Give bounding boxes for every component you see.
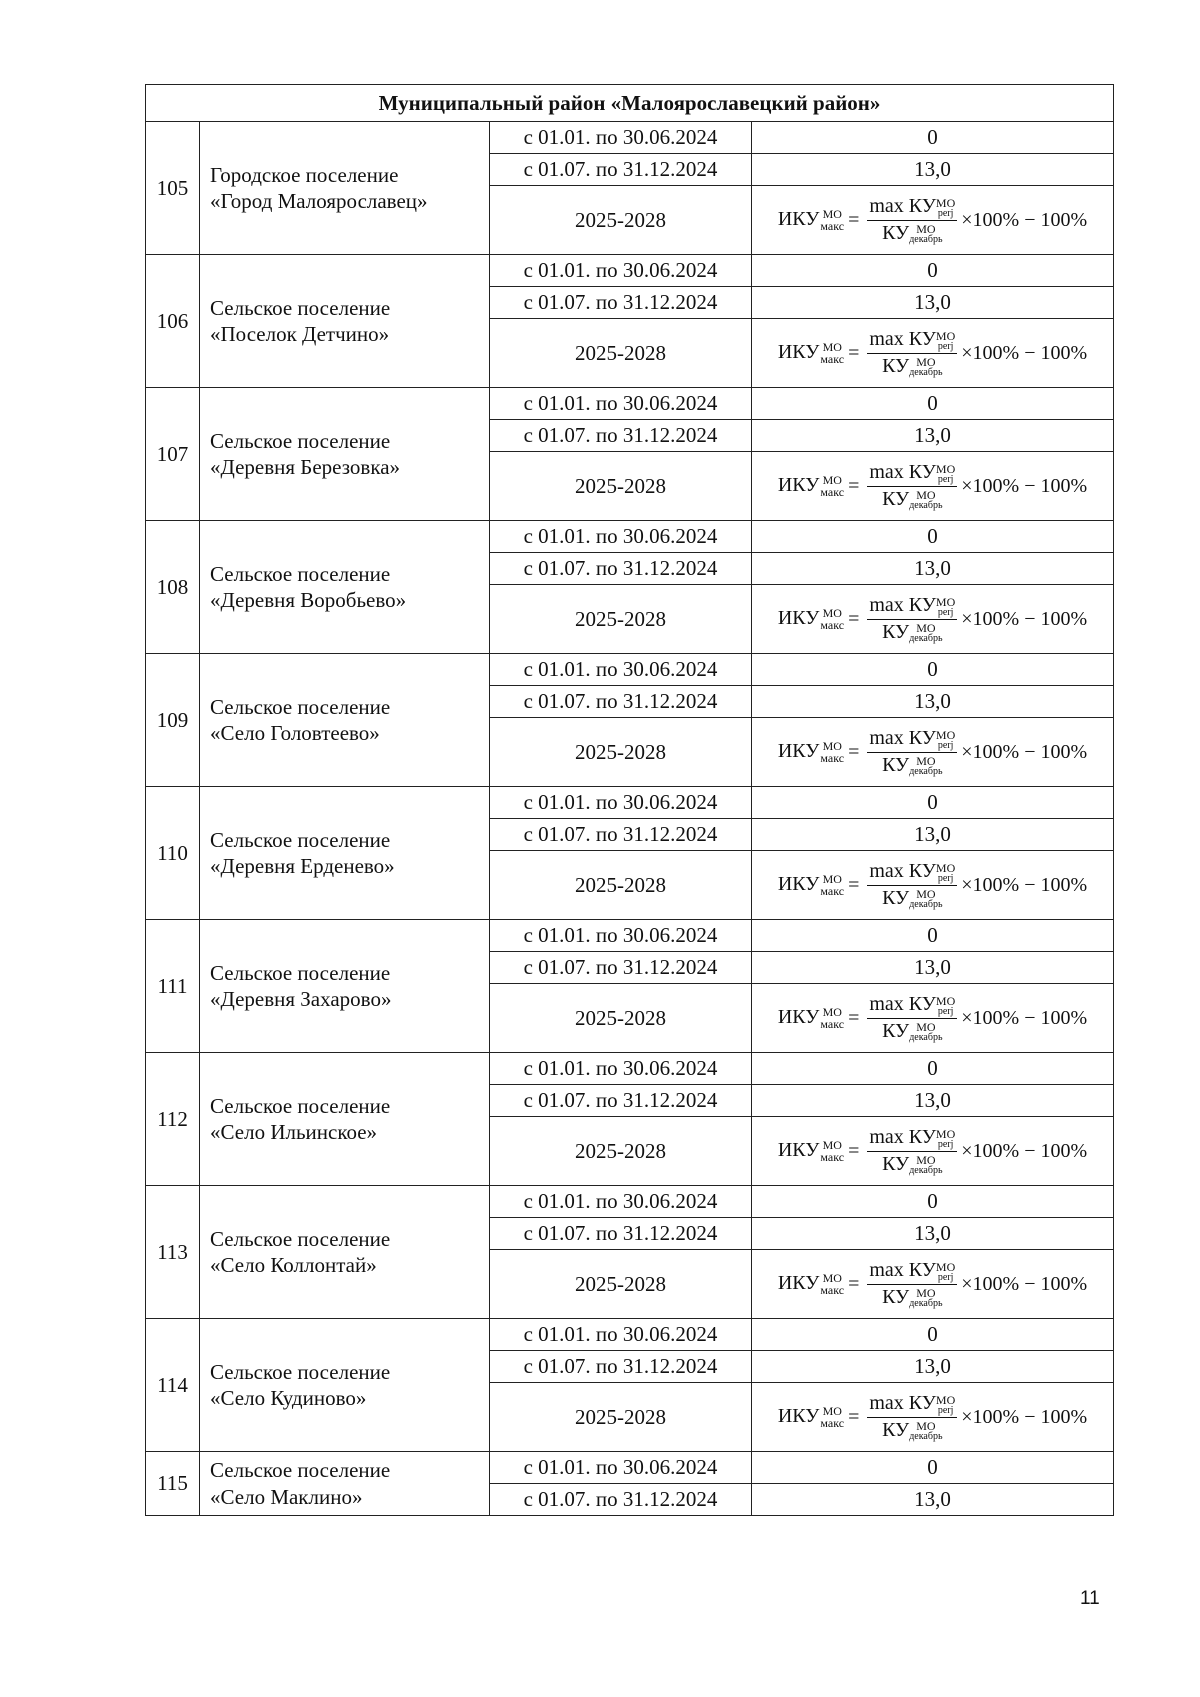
- formula-lhs: ИКУ МО макс: [777, 473, 845, 500]
- period-cell: 2025-2028: [490, 1117, 752, 1186]
- period-cell: 2025-2028: [490, 984, 752, 1053]
- row-number: 107: [146, 388, 200, 521]
- formula-lhs: ИКУ МО макс: [777, 1271, 845, 1298]
- period-cell: с 01.01. по 30.06.2024: [490, 920, 752, 952]
- period-cell: с 01.07. по 31.12.2024: [490, 1218, 752, 1250]
- value-cell: 0: [752, 920, 1114, 952]
- row-number: 106: [146, 255, 200, 388]
- formula-fraction: max КУ МО perj КУ МО декабрь: [869, 1126, 956, 1176]
- formula: ИКУ МО макс = max КУ МО perj КУ МО декабрь ×100% − 100%: [777, 195, 1088, 245]
- settlement-name-cell: [200, 1186, 490, 1319]
- settlement-name: «Село Маклино»: [210, 1484, 363, 1509]
- period-cell: 2025-2028: [490, 851, 752, 920]
- period-cell: 2025-2028: [490, 186, 752, 255]
- settlement-name-cell: [200, 1452, 490, 1516]
- settlement-name: «Село Головтеево»: [210, 721, 380, 745]
- formula-cell: [752, 1250, 1114, 1319]
- value-cell: 0: [752, 654, 1114, 686]
- settlement-name-cell: [200, 122, 490, 255]
- formula-fraction: max КУ МО perj КУ МО декабрь: [869, 1259, 956, 1309]
- table-row: [146, 1053, 1114, 1085]
- table-row: [146, 654, 1114, 686]
- value-cell: 13,0: [752, 1218, 1114, 1250]
- settlement-name: «Село Коллонтай»: [210, 1253, 377, 1277]
- period-cell: с 01.07. по 31.12.2024: [490, 1484, 752, 1516]
- period-cell: с 01.01. по 30.06.2024: [490, 1452, 752, 1484]
- tariff-table: [145, 84, 1114, 1516]
- period-cell: 2025-2028: [490, 452, 752, 521]
- period-cell: с 01.01. по 30.06.2024: [490, 1319, 752, 1351]
- table-row: [146, 920, 1114, 952]
- settlement-name: «Поселок Детчино»: [210, 322, 390, 346]
- period-cell: 2025-2028: [490, 585, 752, 654]
- period-cell: с 01.07. по 31.12.2024: [490, 686, 752, 718]
- table-row: [146, 1319, 1114, 1351]
- settlement-type: Сельское поселение: [210, 827, 391, 852]
- formula-lhs: ИКУ МО макс: [777, 1005, 845, 1032]
- table-header-row: [146, 85, 1114, 122]
- table-row: [146, 255, 1114, 287]
- row-number: 114: [146, 1319, 200, 1452]
- formula-lhs: ИКУ МО макс: [777, 340, 845, 367]
- formula-fraction: max КУ МО perj КУ МО декабрь: [869, 328, 956, 378]
- formula: ИКУ МО макс = max КУ МО perj КУ МО декабрь ×100% − 100%: [777, 860, 1088, 910]
- settlement-type: Сельское поселение: [210, 1226, 391, 1251]
- settlement-name-cell: [200, 521, 490, 654]
- settlement-name: «Деревня Воробьево»: [210, 588, 407, 612]
- period-cell: с 01.01. по 30.06.2024: [490, 388, 752, 420]
- settlement-type: Сельское поселение: [210, 428, 391, 453]
- value-cell: 13,0: [752, 154, 1114, 186]
- value-cell: 13,0: [752, 1484, 1114, 1516]
- value-cell: 13,0: [752, 420, 1114, 452]
- period-cell: с 01.01. по 30.06.2024: [490, 654, 752, 686]
- row-number: 105: [146, 122, 200, 255]
- period-cell: 2025-2028: [490, 319, 752, 388]
- row-number: 113: [146, 1186, 200, 1319]
- row-number: 110: [146, 787, 200, 920]
- table-row: [146, 122, 1114, 154]
- settlement-name: «Деревня Ерденево»: [210, 854, 395, 878]
- value-cell: 13,0: [752, 952, 1114, 984]
- settlement-name: «Село Кудиново»: [210, 1386, 367, 1410]
- period-cell: с 01.07. по 31.12.2024: [490, 952, 752, 984]
- table-row: [146, 388, 1114, 420]
- settlement-name-cell: [200, 388, 490, 521]
- row-number: 111: [146, 920, 200, 1053]
- row-number: 115: [146, 1452, 200, 1516]
- page-number: 11: [1080, 1588, 1100, 1609]
- value-cell: 13,0: [752, 686, 1114, 718]
- formula: ИКУ МО макс = max КУ МО perj КУ МО декабрь ×100% − 100%: [777, 328, 1088, 378]
- district-header: Муниципальный район «Малоярославецкий район»: [146, 85, 1114, 122]
- formula: ИКУ МО макс = max КУ МО perj КУ МО декабрь ×100% − 100%: [777, 1392, 1088, 1442]
- period-cell: с 01.07. по 31.12.2024: [490, 154, 752, 186]
- formula-lhs: ИКУ МО макс: [777, 872, 845, 899]
- formula-fraction: max КУ МО perj КУ МО декабрь: [869, 727, 956, 777]
- period-cell: с 01.07. по 31.12.2024: [490, 1351, 752, 1383]
- period-cell: с 01.01. по 30.06.2024: [490, 1186, 752, 1218]
- formula-cell: [752, 186, 1114, 255]
- table-row: [146, 1452, 1114, 1484]
- settlement-name: «Деревня Березовка»: [210, 455, 401, 479]
- settlement-type: Сельское поселение: [210, 694, 391, 719]
- formula-fraction: max КУ МО perj КУ МО декабрь: [869, 195, 956, 245]
- formula-cell: [752, 1117, 1114, 1186]
- value-cell: 0: [752, 787, 1114, 819]
- value-cell: 13,0: [752, 287, 1114, 319]
- formula-lhs: ИКУ МО макс: [777, 207, 845, 234]
- settlement-name-cell: [200, 920, 490, 1053]
- settlement-name-cell: [200, 654, 490, 787]
- table-row: [146, 1186, 1114, 1218]
- settlement-name: «Село Ильинское»: [210, 1120, 378, 1144]
- formula: ИКУ МО макс = max КУ МО perj КУ МО декабрь ×100% − 100%: [777, 461, 1088, 511]
- value-cell: 13,0: [752, 1351, 1114, 1383]
- value-cell: 0: [752, 122, 1114, 154]
- period-cell: 2025-2028: [490, 1383, 752, 1452]
- formula-cell: [752, 585, 1114, 654]
- period-cell: с 01.07. по 31.12.2024: [490, 553, 752, 585]
- settlement-name-cell: [200, 255, 490, 388]
- table-row: [146, 521, 1114, 553]
- formula-cell: [752, 319, 1114, 388]
- settlement-name-cell: [200, 1319, 490, 1452]
- formula-cell: [752, 452, 1114, 521]
- formula-fraction: max КУ МО perj КУ МО декабрь: [869, 860, 956, 910]
- value-cell: 13,0: [752, 1085, 1114, 1117]
- formula-lhs: ИКУ МО макс: [777, 606, 845, 633]
- period-cell: с 01.01. по 30.06.2024: [490, 255, 752, 287]
- formula: ИКУ МО макс = max КУ МО perj КУ МО декабрь ×100% − 100%: [777, 993, 1088, 1043]
- formula-cell: [752, 718, 1114, 787]
- period-cell: с 01.01. по 30.06.2024: [490, 122, 752, 154]
- value-cell: 0: [752, 255, 1114, 287]
- period-cell: с 01.01. по 30.06.2024: [490, 787, 752, 819]
- value-cell: 0: [752, 1186, 1114, 1218]
- row-number: 109: [146, 654, 200, 787]
- settlement-type: Сельское поселение: [210, 295, 391, 320]
- period-cell: 2025-2028: [490, 1250, 752, 1319]
- settlement-name: «Город Малоярославец»: [210, 189, 428, 213]
- formula-lhs: ИКУ МО макс: [777, 739, 845, 766]
- settlement-type: Сельское поселение: [210, 1458, 391, 1483]
- formula-cell: [752, 851, 1114, 920]
- formula-fraction: max КУ МО perj КУ МО декабрь: [869, 461, 956, 511]
- formula-fraction: max КУ МО perj КУ МО декабрь: [869, 993, 956, 1043]
- value-cell: 13,0: [752, 819, 1114, 851]
- settlement-name-cell: [200, 787, 490, 920]
- value-cell: 0: [752, 388, 1114, 420]
- period-cell: 2025-2028: [490, 718, 752, 787]
- period-cell: с 01.01. по 30.06.2024: [490, 1053, 752, 1085]
- formula: ИКУ МО макс = max КУ МО perj КУ МО декабрь ×100% − 100%: [777, 727, 1088, 777]
- formula-lhs: ИКУ МО макс: [777, 1404, 845, 1431]
- settlement-name-cell: [200, 1053, 490, 1186]
- value-cell: 0: [752, 521, 1114, 553]
- formula: ИКУ МО макс = max КУ МО perj КУ МО декабрь ×100% − 100%: [777, 1259, 1088, 1309]
- settlement-type: Сельское поселение: [210, 561, 391, 586]
- period-cell: с 01.07. по 31.12.2024: [490, 287, 752, 319]
- formula-fraction: max КУ МО perj КУ МО декабрь: [869, 594, 956, 644]
- value-cell: 0: [752, 1053, 1114, 1085]
- value-cell: 13,0: [752, 553, 1114, 585]
- value-cell: 0: [752, 1319, 1114, 1351]
- period-cell: с 01.07. по 31.12.2024: [490, 819, 752, 851]
- formula-fraction: max КУ МО perj КУ МО декабрь: [869, 1392, 956, 1442]
- table-row: [146, 787, 1114, 819]
- settlement-type: Сельское поселение: [210, 960, 391, 985]
- row-number: 112: [146, 1053, 200, 1186]
- settlement-type: Городское поселение: [210, 162, 399, 187]
- settlement-type: Сельское поселение: [210, 1093, 391, 1118]
- period-cell: с 01.01. по 30.06.2024: [490, 521, 752, 553]
- row-number: 108: [146, 521, 200, 654]
- formula-lhs: ИКУ МО макс: [777, 1138, 845, 1165]
- settlement-type: Сельское поселение: [210, 1359, 391, 1384]
- value-cell: 0: [752, 1452, 1114, 1484]
- settlement-name: «Деревня Захарово»: [210, 987, 392, 1011]
- formula: ИКУ МО макс = max КУ МО perj КУ МО декабрь ×100% − 100%: [777, 1126, 1088, 1176]
- period-cell: с 01.07. по 31.12.2024: [490, 420, 752, 452]
- formula-cell: [752, 984, 1114, 1053]
- formula-cell: [752, 1383, 1114, 1452]
- period-cell: с 01.07. по 31.12.2024: [490, 1085, 752, 1117]
- formula: ИКУ МО макс = max КУ МО perj КУ МО декабрь ×100% − 100%: [777, 594, 1088, 644]
